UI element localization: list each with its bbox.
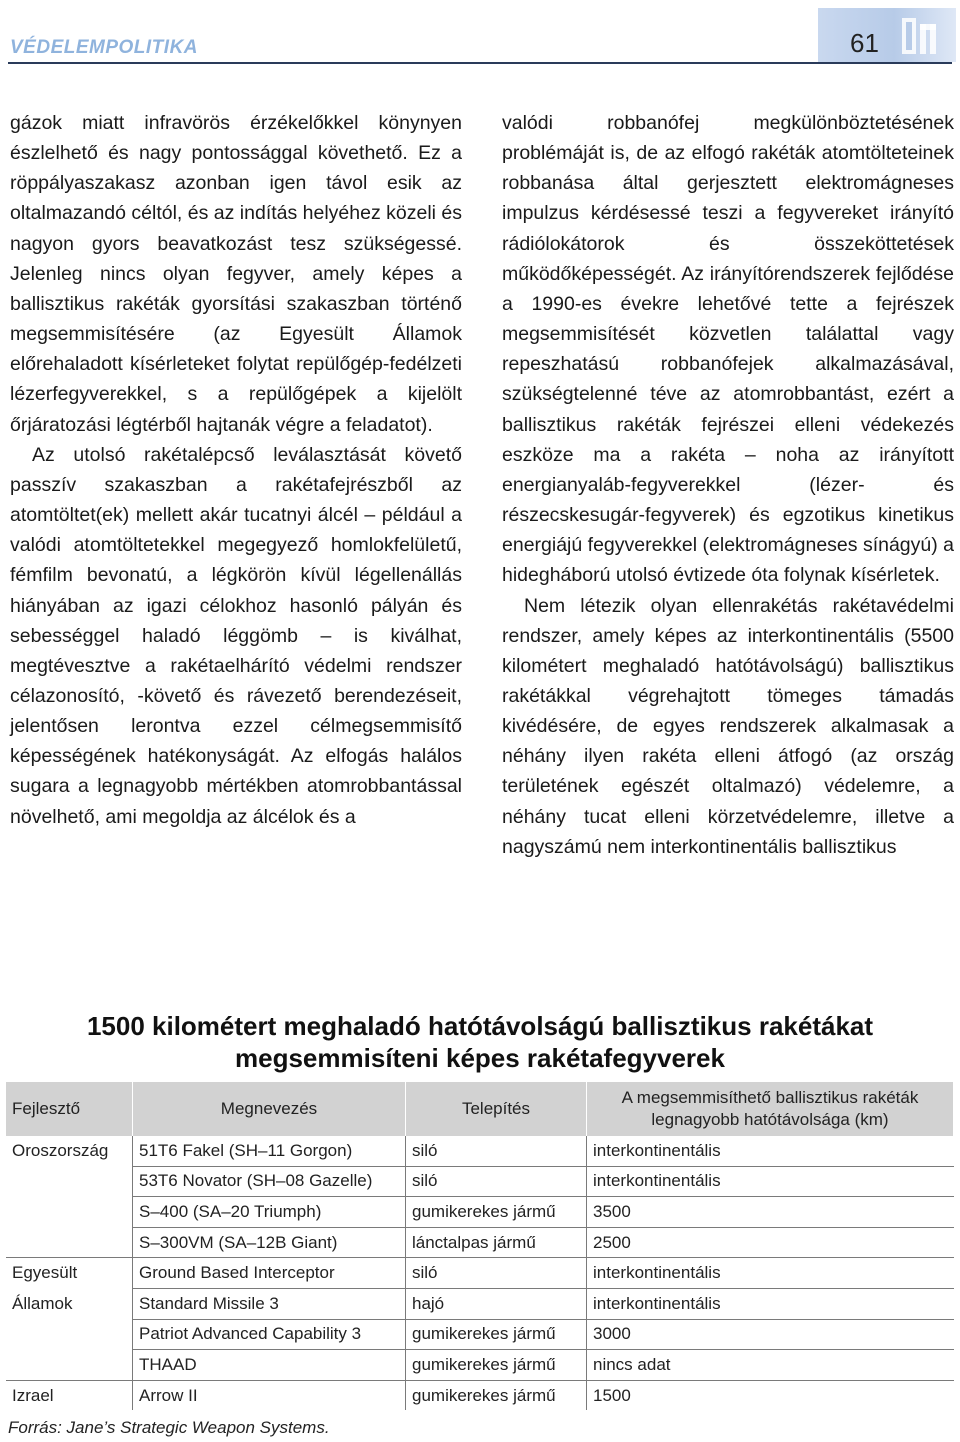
page-number-box [818, 8, 956, 62]
cell-deployment: gumikerekes jármű [406, 1350, 587, 1381]
cell-deployment: siló [406, 1166, 587, 1197]
page-number: 61 [850, 28, 879, 58]
table-row [6, 1227, 954, 1258]
paragraph: gázok miatt infravörös érzékelőkkel könynyen észlelhető és nagy pontossággal követhető. Ez a röppályaszakasz azonban igen távol esik az oltalmazandó céltól, és az indítás helyéhez közeli és nagyon gyors beavatkozást tesz szükségessé. Jelenleg nincs olyan fegyver, amely képes a ballisztikus rakéták gyorsítási szakaszban történő megsemmisítésére (az Egyesült Államok előrehaladott kísérleteket folytat repülőgép-fedélzeti lézerfegyverekkel, s a repülőgépek a kijelölt őrjáratozási légtérből hajtanák végre a feladatot). [10, 112, 463, 436]
cell-deployment: siló [406, 1258, 587, 1289]
table-title-line: 1500 kilométert meghaladó hatótávolságú ballisztikus rakétákat [86, 1011, 874, 1041]
table-header-row [6, 1082, 954, 1136]
header-developer: Fejlesztő [6, 1082, 133, 1136]
paragraph: Nem létezik olyan ellenrakétás rakétavédelmi rendszer, amely képes az interkontinentális (5500 kilométert meghaladó hatótávolságú) ballisztikus rakétákkal végrehajtott tömeges támadás kivédésére, de egyes rendszerek alkalmasak a néhány ilyen rakéta elleni átfogó (az ország területének egészét oltalmazó) védelemre, a néhány tucat elleni körzetvédelemre, illetve a nagyszámú nem interkontinentális ballisztikus [502, 594, 954, 858]
cell-country: Izrael [6, 1380, 133, 1410]
cell-country: Oroszország [6, 1136, 133, 1166]
table-row [6, 1350, 954, 1381]
cell-name: S–300VM (SA–12B Giant) [133, 1227, 406, 1258]
table-row [6, 1380, 954, 1410]
table-row [6, 1319, 954, 1350]
cell-range: 3500 [587, 1197, 954, 1228]
cell-name: Patriot Advanced Capability 3 [133, 1319, 406, 1350]
page-header [0, 0, 960, 66]
table-title-line: megsemmisíteni képes rakétafegyverek [235, 1043, 725, 1073]
cell-country [6, 1227, 133, 1258]
cell-range: 1500 [593, 1385, 631, 1405]
cell-deployment: siló [406, 1136, 587, 1166]
cell-country: Államok [6, 1288, 133, 1319]
paragraph: Az utolsó rakétalépcső leválasztását követő passzív szakaszban a rakétafejrészből az atomtöltet(ek) mellett akár tucatnyi álcél – például a valódi atomtöltetekkel megegyező homlokfelületű, fémfilm bevonatú, a légkörön kívül légellenállás hiányában az igazi célokhoz hasonló pályán és sebességgel haladó léggömb – is kiválhat, megtévesztve a rakétaelhárító védelmi rendszer célazonosító, -követő és rávezető berendezéseit, jelentősen lerontva ezzel célmegsemmisítő képességének hatékonyságát. Az elfogás halálos sugara a legnagyobb mértékben atomrobbantással növelhető, ami megoldja az álcélok és a [10, 443, 462, 828]
cell-name: Arrow II [133, 1380, 406, 1410]
section-title: VÉDELEMPOLITIKA [10, 37, 199, 58]
cell-range: interkontinentális [587, 1166, 954, 1197]
cell-name: Ground Based Interceptor [133, 1258, 406, 1289]
cell-name: THAAD [133, 1350, 406, 1381]
cell-range: interkontinentális [587, 1136, 954, 1166]
cell-country [6, 1166, 133, 1197]
cell-range: 2500 [587, 1227, 954, 1258]
cell-range: 3000 [587, 1319, 954, 1350]
magazine-logo-icon [898, 14, 946, 58]
cell-deployment: gumikerekes jármű [406, 1319, 587, 1350]
cell-deployment: hajó [406, 1288, 587, 1319]
cell-country [6, 1319, 133, 1350]
table-row [6, 1258, 954, 1289]
source-note: Forrás: Jane’s Strategic Weapon Systems. [8, 1418, 330, 1437]
cell-name: 53T6 Novator (SH–08 Gazelle) [133, 1166, 406, 1197]
left-column [10, 108, 462, 832]
table-row [6, 1166, 954, 1197]
cell-deployment: gumikerekes jármű [406, 1380, 587, 1410]
header-rule [8, 62, 952, 64]
cell-range: interkontinentális [587, 1258, 954, 1289]
cell-deployment: gumikerekes jármű [406, 1197, 587, 1228]
paragraph: valódi robbanófej megkülönböztetésének problémáját is, de az elfogó rakéták atomtölteteinek robbanása által gerjesztett elektromágneses impulzus kérdésessé teszi a fegyvereket irányító rádiólokátorok és összeköttetések működőképességét. Az irányítórendszerek fejlődése a 1990-es évekre lehetővé tette a fejrészek megsemmisítését közvetlen találattal vagy repeszhatású robbanófejek alkalmazásával, szükségtelenné téve az atomrobbantást, ezért a ballisztikus rakéták fejrészei elleni védekezés eszköze ma a rakéta – noha az irányított energianyaláb-fegyverekkel (lézer- és részecskesugár-fegyverek) és egzotikus kinetikus energiájú fegyverekkel (elektromágneses sínágyú) a hidegháború utolsó évtizede óta folynak kísérletek. [502, 112, 954, 587]
header-deployment: Telepítés [406, 1082, 587, 1136]
right-column [502, 108, 954, 862]
table-row [6, 1288, 954, 1319]
cell-range: interkontinentális [587, 1288, 954, 1319]
table-row [6, 1197, 954, 1228]
cell-name: S–400 (SA–20 Triumph) [133, 1197, 406, 1228]
table-row [6, 1136, 954, 1166]
cell-name: 51T6 Fakel (SH–11 Gorgon) [133, 1136, 406, 1166]
missile-table [6, 1082, 954, 1410]
cell-country [6, 1197, 133, 1228]
cell-name: Standard Missile 3 [133, 1288, 406, 1319]
header-range: A megsemmisíthető ballisztikus rakéták legnagyobb hatótávolsága (km) [587, 1082, 954, 1136]
cell-deployment: lánctalpas jármű [406, 1227, 587, 1258]
cell-country [6, 1350, 133, 1381]
table-title [0, 1010, 960, 1074]
header-name: Megnevezés [133, 1082, 406, 1136]
cell-range: nincs adat [587, 1350, 954, 1381]
cell-country: Egyesült [6, 1258, 133, 1289]
